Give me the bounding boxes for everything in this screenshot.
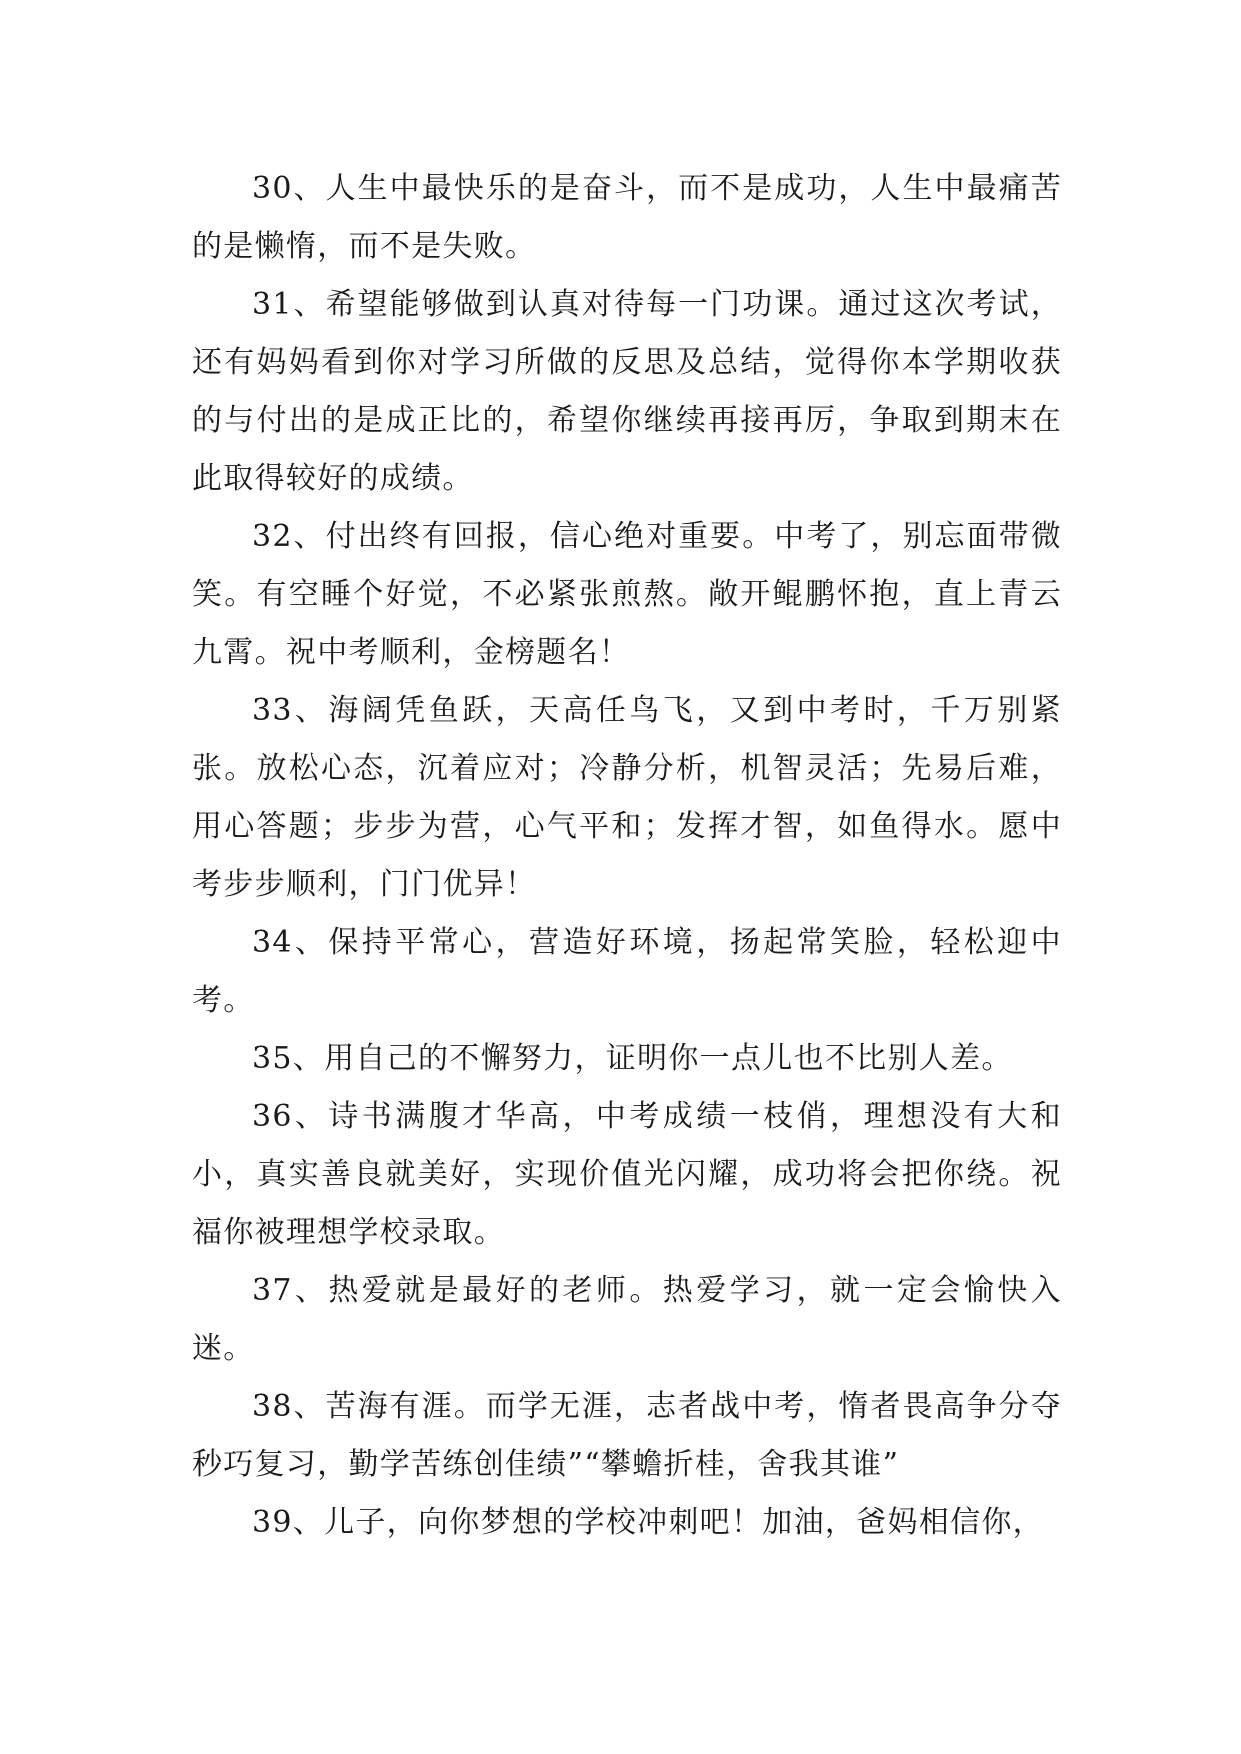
paragraph-38: 38、苦海有涯。而学无涯，志者战中考，惰者畏高争分夺秒巧复习，勤学苦练创佳绩”“攀蟾折桂，舍我其谁” — [192, 1389, 1062, 1482]
paragraph-37: 37、热爱就是最好的老师。热爱学习，就一定会愉快入迷。 — [192, 1273, 1062, 1366]
paragraph-30: 30、人生中最快乐的是奋斗，而不是成功，人生中最痛苦的是懒惰，而不是失败。 — [192, 171, 1062, 264]
paragraph-36: 36、诗书满腹才华高，中考成绩一枝俏，理想没有大和小，真实善良就美好，实现价值光闪耀，成功将会把你绕。祝福你被理想学校录取。 — [192, 1099, 1062, 1250]
document-body — [192, 160, 1062, 1552]
paragraph-35: 35、用自己的不懈努力，证明你一点儿也不比别人差。 — [252, 1041, 1013, 1076]
paragraph-31: 31、希望能够做到认真对待每一门功课。通过这次考试，还有妈妈看到你对学习所做的反思及总结，觉得你本学期收获的与付出的是成正比的，希望你继续再接再厉，争取到期末在此取得较好的成绩。 — [192, 287, 1062, 496]
paragraph-33: 33、海阔凭鱼跃，天高任鸟飞，又到中考时，千万别紧张。放松心态，沉着应对；冷静分析，机智灵活；先易后难，用心答题；步步为营，心气平和；发挥才智，如鱼得水。愿中考步步顺利，门门优异！ — [192, 693, 1062, 902]
paragraph-34: 34、保持平常心，营造好环境，扬起常笑脸，轻松迎中考。 — [192, 925, 1062, 1018]
paragraph-32: 32、付出终有回报，信心绝对重要。中考了，别忘面带微笑。有空睡个好觉，不必紧张煎熬。敞开鲲鹏怀抱，直上青云九霄。祝中考顺利，金榜题名！ — [192, 519, 1062, 670]
paragraph-39: 39、儿子，向你梦想的学校冲刺吧！加油，爸妈相信你， — [252, 1505, 1044, 1540]
